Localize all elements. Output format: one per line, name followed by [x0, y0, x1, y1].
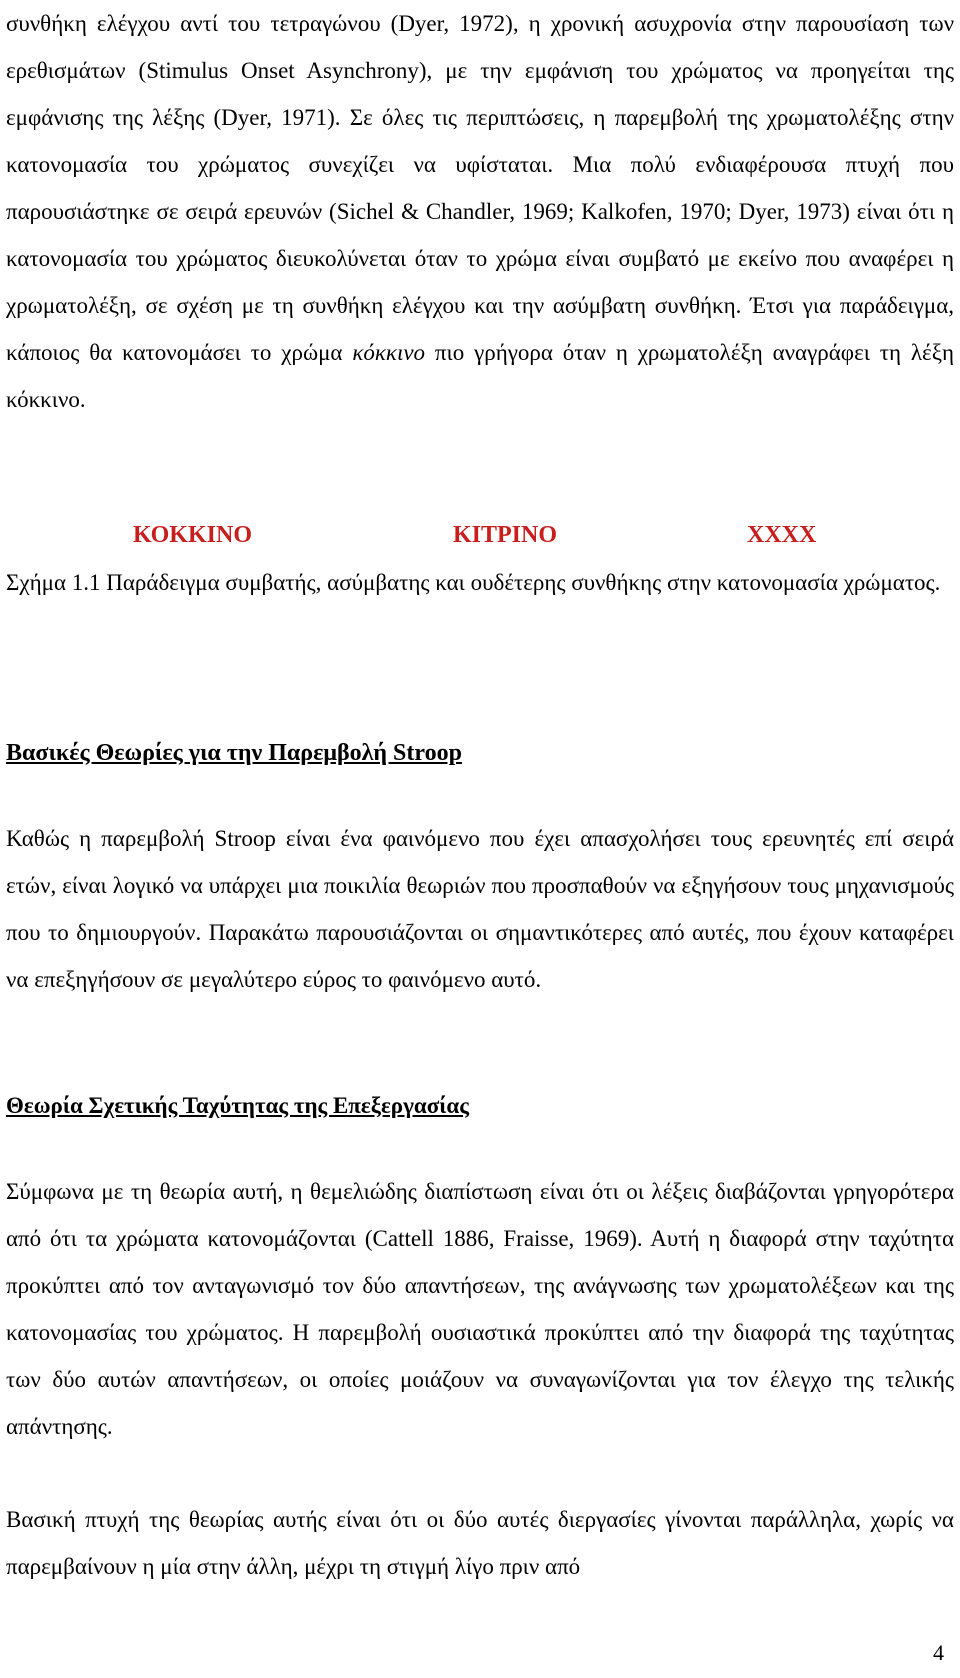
- paragraph-text: συνθήκη ελέγχου αντί του τετραγώνου (Dyer, 1972), η χρονική ασυχρονία στην παρουσίαση των ερεθισμάτων (Stimulus Onset Asynchrony), με την εμφάνιση του χρώματος να προηγείται της εμφάνισης της λέξης (Dyer, 1971). Σε όλες τις περιπτώσεις, η παρεμβολή της χρωματολέξης στην κατονομασία του χρώματος συνεχίζει να υφίσταται. Μια πολύ ενδιαφέρουσα πτυχή που παρουσιάστηκε σε σειρά ερευνών (Sichel & Chandler, 1969; Kalkofen, 1970; Dyer, 1973) είναι ότι η κατονομασία του χρώματος διευκολύνεται όταν το χρώμα είναι συμβατό με εκείνο που αναφέρει η χρωματολέξη, σε σχέση με τη συνθήκη ελέγχου και την ασύμβατη συνθήκη. Έτσι για παράδειγμα, κάποιος θα κατονομάσει το χρώμα: [6, 11, 954, 365]
- paragraph-text: πιο γρήγορα όταν η χρωματολέξη αναγράφει τη λέξη κόκκινο.: [6, 340, 954, 412]
- figure-word-incongruent: ΚΙΤΡΙΝΟ: [453, 522, 558, 548]
- figure-caption: Σχήμα 1.1 Παράδειγμα συμβατής, ασύμβατης και ουδέτερης συνθήκης στην κατονομασία χρώματος.: [6, 570, 941, 595]
- body-paragraph-3: Σύμφωνα με τη θεωρία αυτή, η θεμελιώδης διαπίστωση είναι ότι οι λέξεις διαβάζονται γρηγορότερα από ότι τα χρώματα κατονομάζονται (Cattell 1886, Fraisse, 1969). Αυτή η διαφορά στην ταχύτητα προκύπτει από τον ανταγωνισμό τον δύο απαντήσεων, της ανάγνωσης των χρωματολέξεων και της κατονομασίας του χρώματος. Η παρεμβολή ουσιαστικά προκύπτει από την διαφορά της ταχύτητας των δύο αυτών απαντήσεων, οι οποίες μοιάζουν να συναγωνίζονται για τον έλεγχο της τελικής απάντησης.: [6, 1179, 954, 1439]
- subsection-heading: Θεωρία Σχετικής Ταχύτητας της Επεξεργασίας: [6, 1093, 469, 1118]
- body-paragraph-2: Καθώς η παρεμβολή Stroop είναι ένα φαινόμενο που έχει απασχολήσει τους ερευνητές επί σειρά ετών, είναι λογικό να υπάρχει μια ποικιλία θεωριών που προσπαθούν να εξηγήσουν τους μηχανισμούς που το δημιουργούν. Παρακάτω παρουσιάζονται οι σημαντικότερες από αυτές, που έχουν καταφέρει να επεξηγήσουν σε μεγαλύτερο εύρος το φαινόμενο αυτό.: [6, 826, 954, 992]
- figure-word-congruent: ΚΟΚΚΙΝΟ: [133, 522, 252, 548]
- figure-color-words: [0, 512, 960, 559]
- page-number: 4: [933, 1640, 944, 1665]
- section-heading: Βασικές Θεωρίες για την Παρεμβολή Stroop: [6, 740, 462, 766]
- body-paragraph-4: Βασική πτυχή της θεωρίας αυτής είναι ότι οι δύο αυτές διεργασίες γίνονται παράλληλα, χωρίς να παρεμβαίνουν η μία στην άλλη, μέχρι τη στιγμή λίγο πριν από: [6, 1507, 954, 1579]
- body-paragraph-1: [6, 0, 954, 423]
- figure-word-neutral: XXXX: [747, 522, 817, 548]
- italic-word: κόκκινο: [352, 340, 426, 365]
